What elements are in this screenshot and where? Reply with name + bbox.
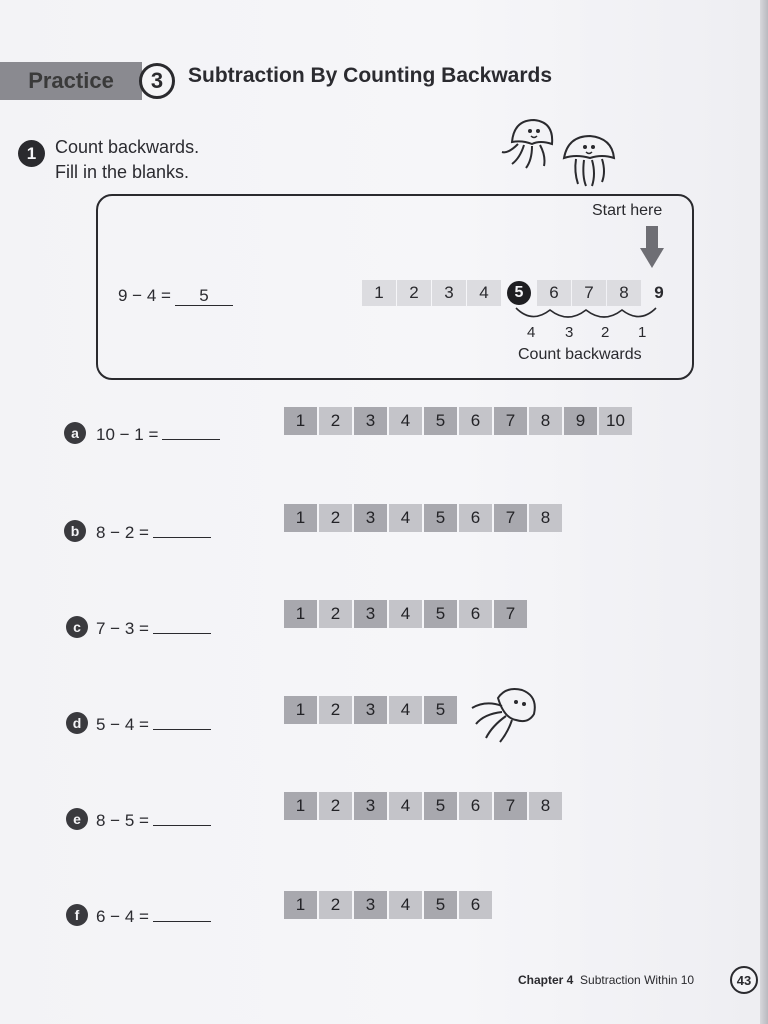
answer-blank[interactable] (153, 518, 211, 538)
number-strip (284, 891, 494, 919)
number-cell: 5 (424, 600, 457, 628)
exercise-letter-badge: a (64, 422, 86, 444)
answer-blank[interactable] (153, 614, 211, 634)
exercise-equation (96, 902, 211, 927)
example-number-cell: 9 (654, 283, 664, 302)
number-strip (284, 407, 634, 435)
exercise-letter-badge: c (66, 616, 88, 638)
backward-hops-arc (510, 304, 660, 326)
count-backwards-label: Count backwards (518, 346, 642, 363)
number-cell: 7 (494, 792, 527, 820)
example-number-cell: 8 (607, 280, 641, 306)
example-number-cell: 2 (397, 280, 431, 306)
number-strip (284, 696, 459, 724)
answer-blank[interactable] (153, 806, 211, 826)
number-strip (284, 504, 564, 532)
number-cell: 5 (424, 792, 457, 820)
exercise-equation (96, 806, 211, 831)
exercise-equation-text: 8 − 2 = (96, 523, 149, 542)
exercise-equation-text: 8 − 5 = (96, 811, 149, 830)
jellyfish-illustration (558, 132, 620, 190)
example-number-cell: 6 (537, 280, 571, 306)
number-cell: 3 (354, 504, 387, 532)
number-cell: 4 (389, 792, 422, 820)
number-cell: 3 (354, 891, 387, 919)
number-cell: 6 (459, 891, 492, 919)
example-number-cell: 4 (467, 280, 501, 306)
number-cell: 1 (284, 504, 317, 532)
exercise-letter-badge: b (64, 520, 86, 542)
number-cell: 2 (319, 891, 352, 919)
number-cell: 8 (529, 407, 562, 435)
number-cell: 5 (424, 407, 457, 435)
number-cell: 2 (319, 504, 352, 532)
page-title: Subtraction By Counting Backwards (188, 64, 553, 87)
number-strip (284, 600, 529, 628)
practice-number: 3 (139, 63, 175, 99)
number-cell: 3 (354, 792, 387, 820)
chapter-title: Subtraction Within 10 (580, 973, 695, 987)
number-cell: 1 (284, 792, 317, 820)
jellyfish-illustration (500, 114, 560, 172)
number-cell: 4 (389, 407, 422, 435)
number-cell: 8 (529, 504, 562, 532)
number-cell: 6 (459, 600, 492, 628)
exercise-letter-badge: d (66, 712, 88, 734)
example-number-cell (502, 280, 536, 306)
number-cell: 7 (494, 600, 527, 628)
number-cell: 8 (529, 792, 562, 820)
exercise-equation (96, 710, 211, 735)
example-number-cell: 7 (572, 280, 606, 306)
number-cell: 3 (354, 407, 387, 435)
page-number: 43 (730, 966, 758, 994)
start-here-label: Start here (592, 202, 663, 219)
number-cell: 1 (284, 891, 317, 919)
instruction-line-2: Fill in the blanks. (55, 162, 190, 182)
answer-blank[interactable] (162, 420, 220, 440)
chapter-label: Chapter 4 (518, 973, 574, 987)
number-cell: 5 (424, 891, 457, 919)
question-number-badge: 1 (18, 140, 45, 167)
number-cell: 4 (389, 696, 422, 724)
number-cell: 7 (494, 407, 527, 435)
exercise-equation (96, 614, 211, 639)
down-arrow-icon (640, 226, 664, 270)
number-cell: 3 (354, 600, 387, 628)
example-answer: 5 (175, 286, 233, 306)
number-cell: 10 (599, 407, 632, 435)
practice-label: Practice (0, 62, 142, 100)
exercise-equation-text: 6 − 4 = (96, 907, 149, 926)
number-cell: 6 (459, 792, 492, 820)
answer-blank[interactable] (153, 902, 211, 922)
octopus-illustration (468, 684, 540, 744)
number-cell: 1 (284, 407, 317, 435)
exercise-letter-badge: e (66, 808, 88, 830)
number-cell: 3 (354, 696, 387, 724)
page-edge (760, 0, 768, 1024)
number-cell: 5 (424, 504, 457, 532)
number-cell: 6 (459, 407, 492, 435)
exercise-equation (96, 518, 211, 543)
exercise-equation-text: 5 − 4 = (96, 715, 149, 734)
number-cell: 2 (319, 600, 352, 628)
count-step: 4 (527, 324, 536, 341)
number-cell: 4 (389, 504, 422, 532)
count-step: 1 (638, 324, 647, 341)
number-cell: 6 (459, 504, 492, 532)
number-cell: 4 (389, 891, 422, 919)
example-equation (118, 286, 233, 306)
number-cell: 4 (389, 600, 422, 628)
example-number-cell: 1 (362, 280, 396, 306)
example-equation-text: 9 − 4 = (118, 286, 171, 305)
answer-blank[interactable] (153, 710, 211, 730)
number-cell: 5 (424, 696, 457, 724)
exercise-equation-text: 10 − 1 = (96, 425, 159, 444)
footer-chapter (518, 973, 694, 987)
exercise-equation-text: 7 − 3 = (96, 619, 149, 638)
circled-number: 5 (507, 281, 531, 305)
number-cell: 2 (319, 792, 352, 820)
exercise-letter-badge: f (66, 904, 88, 926)
count-step: 3 (565, 324, 574, 341)
example-number-cell: 3 (432, 280, 466, 306)
number-cell: 7 (494, 504, 527, 532)
number-cell: 1 (284, 600, 317, 628)
number-cell: 1 (284, 696, 317, 724)
count-step: 2 (601, 324, 610, 341)
number-strip (284, 792, 564, 820)
number-cell: 2 (319, 407, 352, 435)
exercise-equation (96, 420, 220, 445)
instruction-line-1: Count backwards. (55, 137, 200, 157)
number-cell: 9 (564, 407, 597, 435)
number-cell: 2 (319, 696, 352, 724)
example-number-strip (362, 280, 677, 306)
